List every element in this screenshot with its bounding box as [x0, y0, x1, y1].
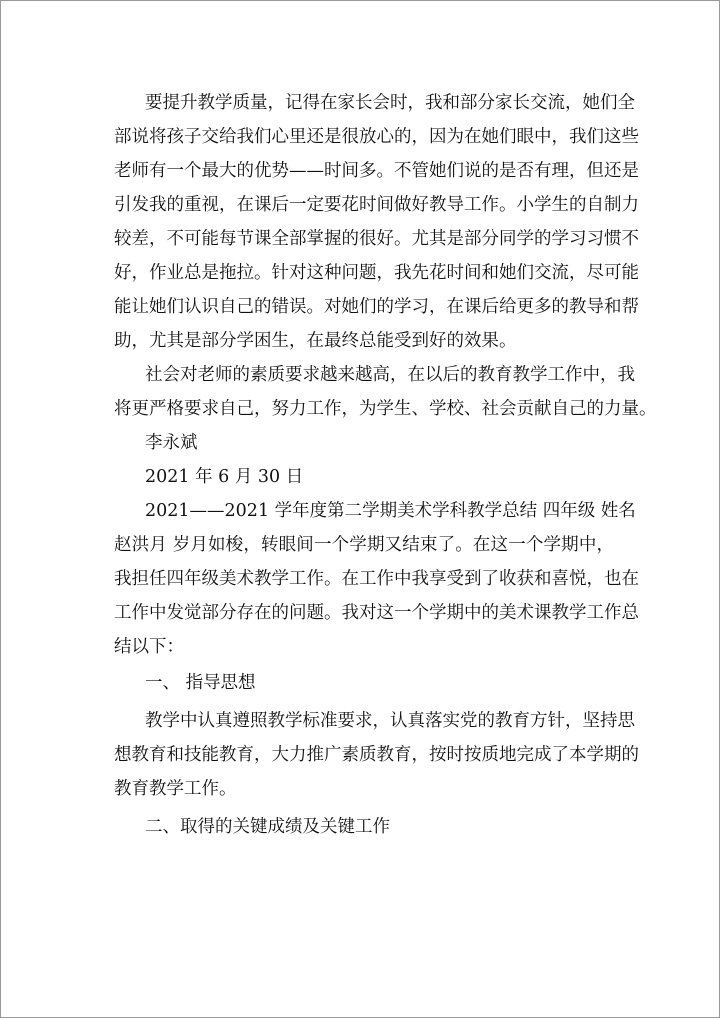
paragraph-line: 教学中认真遵照教学标准要求，认真落实党的教育方针，坚持思: [145, 711, 635, 731]
paragraph-line: 助，尤其是部分学困生，在最终总能受到好的效果。: [114, 331, 517, 351]
paragraph-line: 引发我的重视，在课后一定要花时间做好教导工作。小学生的自制力: [114, 195, 639, 215]
paragraph-line: 好，作业总是拖拉。针对这种问题，我先花时间和她们交流，尽可能: [114, 263, 639, 283]
paragraph-line: 要提升教学质量，记得在家长会时，我和部分家长交流，她们全: [145, 93, 635, 113]
signature: 李永斌: [145, 433, 198, 453]
paragraph-line: 社会对老师的素质要求越来越高，在以后的教育教学工作中，我: [145, 365, 635, 385]
paragraph-line: 能让她们认识自己的错误。对她们的学习，在课后给更多的教导和帮: [114, 297, 639, 317]
paragraph-line: 教育教学工作。: [114, 779, 237, 799]
section-heading: 一、 指导思想: [145, 673, 256, 693]
paragraph-line: 结以下：: [114, 637, 184, 657]
paragraph-line: 将更严格要求自己，努力工作，为学生、学校、社会贡献自己的力量。: [114, 399, 657, 419]
summary-title-line: 2021——2021 学年度第二学期美术学科教学总结 四年级 姓名: [145, 501, 636, 521]
paragraph-line: 较差，不可能每节课全部掌握的很好。尤其是部分同学的学习习惯不: [114, 229, 639, 249]
section-heading: 二、取得的关键成绩及关键工作: [145, 817, 390, 837]
paragraph-line: 想教育和技能教育，大力推广素质教育，按时按质地完成了本学期的: [114, 745, 639, 765]
paragraph-line: 赵洪月 岁月如梭，转眼间一个学期又结束了。在这一个学期中，: [114, 535, 614, 555]
date: 2021 年 6 月 30 日: [145, 467, 304, 487]
paragraph-line: 老师有一个最大的优势——时间多。不管她们说的是否有理，但还是: [114, 161, 639, 181]
paragraph-line: 部说将孩子交给我们心里还是很放心的，因为在她们眼中，我们这些: [114, 127, 639, 147]
paragraph-line: 工作中发觉部分存在的问题。我对这一个学期中的美术课教学工作总: [114, 603, 639, 623]
paragraph-line: 我担任四年级美术教学工作。在工作中我享受到了收获和喜悦，也在: [114, 569, 639, 589]
